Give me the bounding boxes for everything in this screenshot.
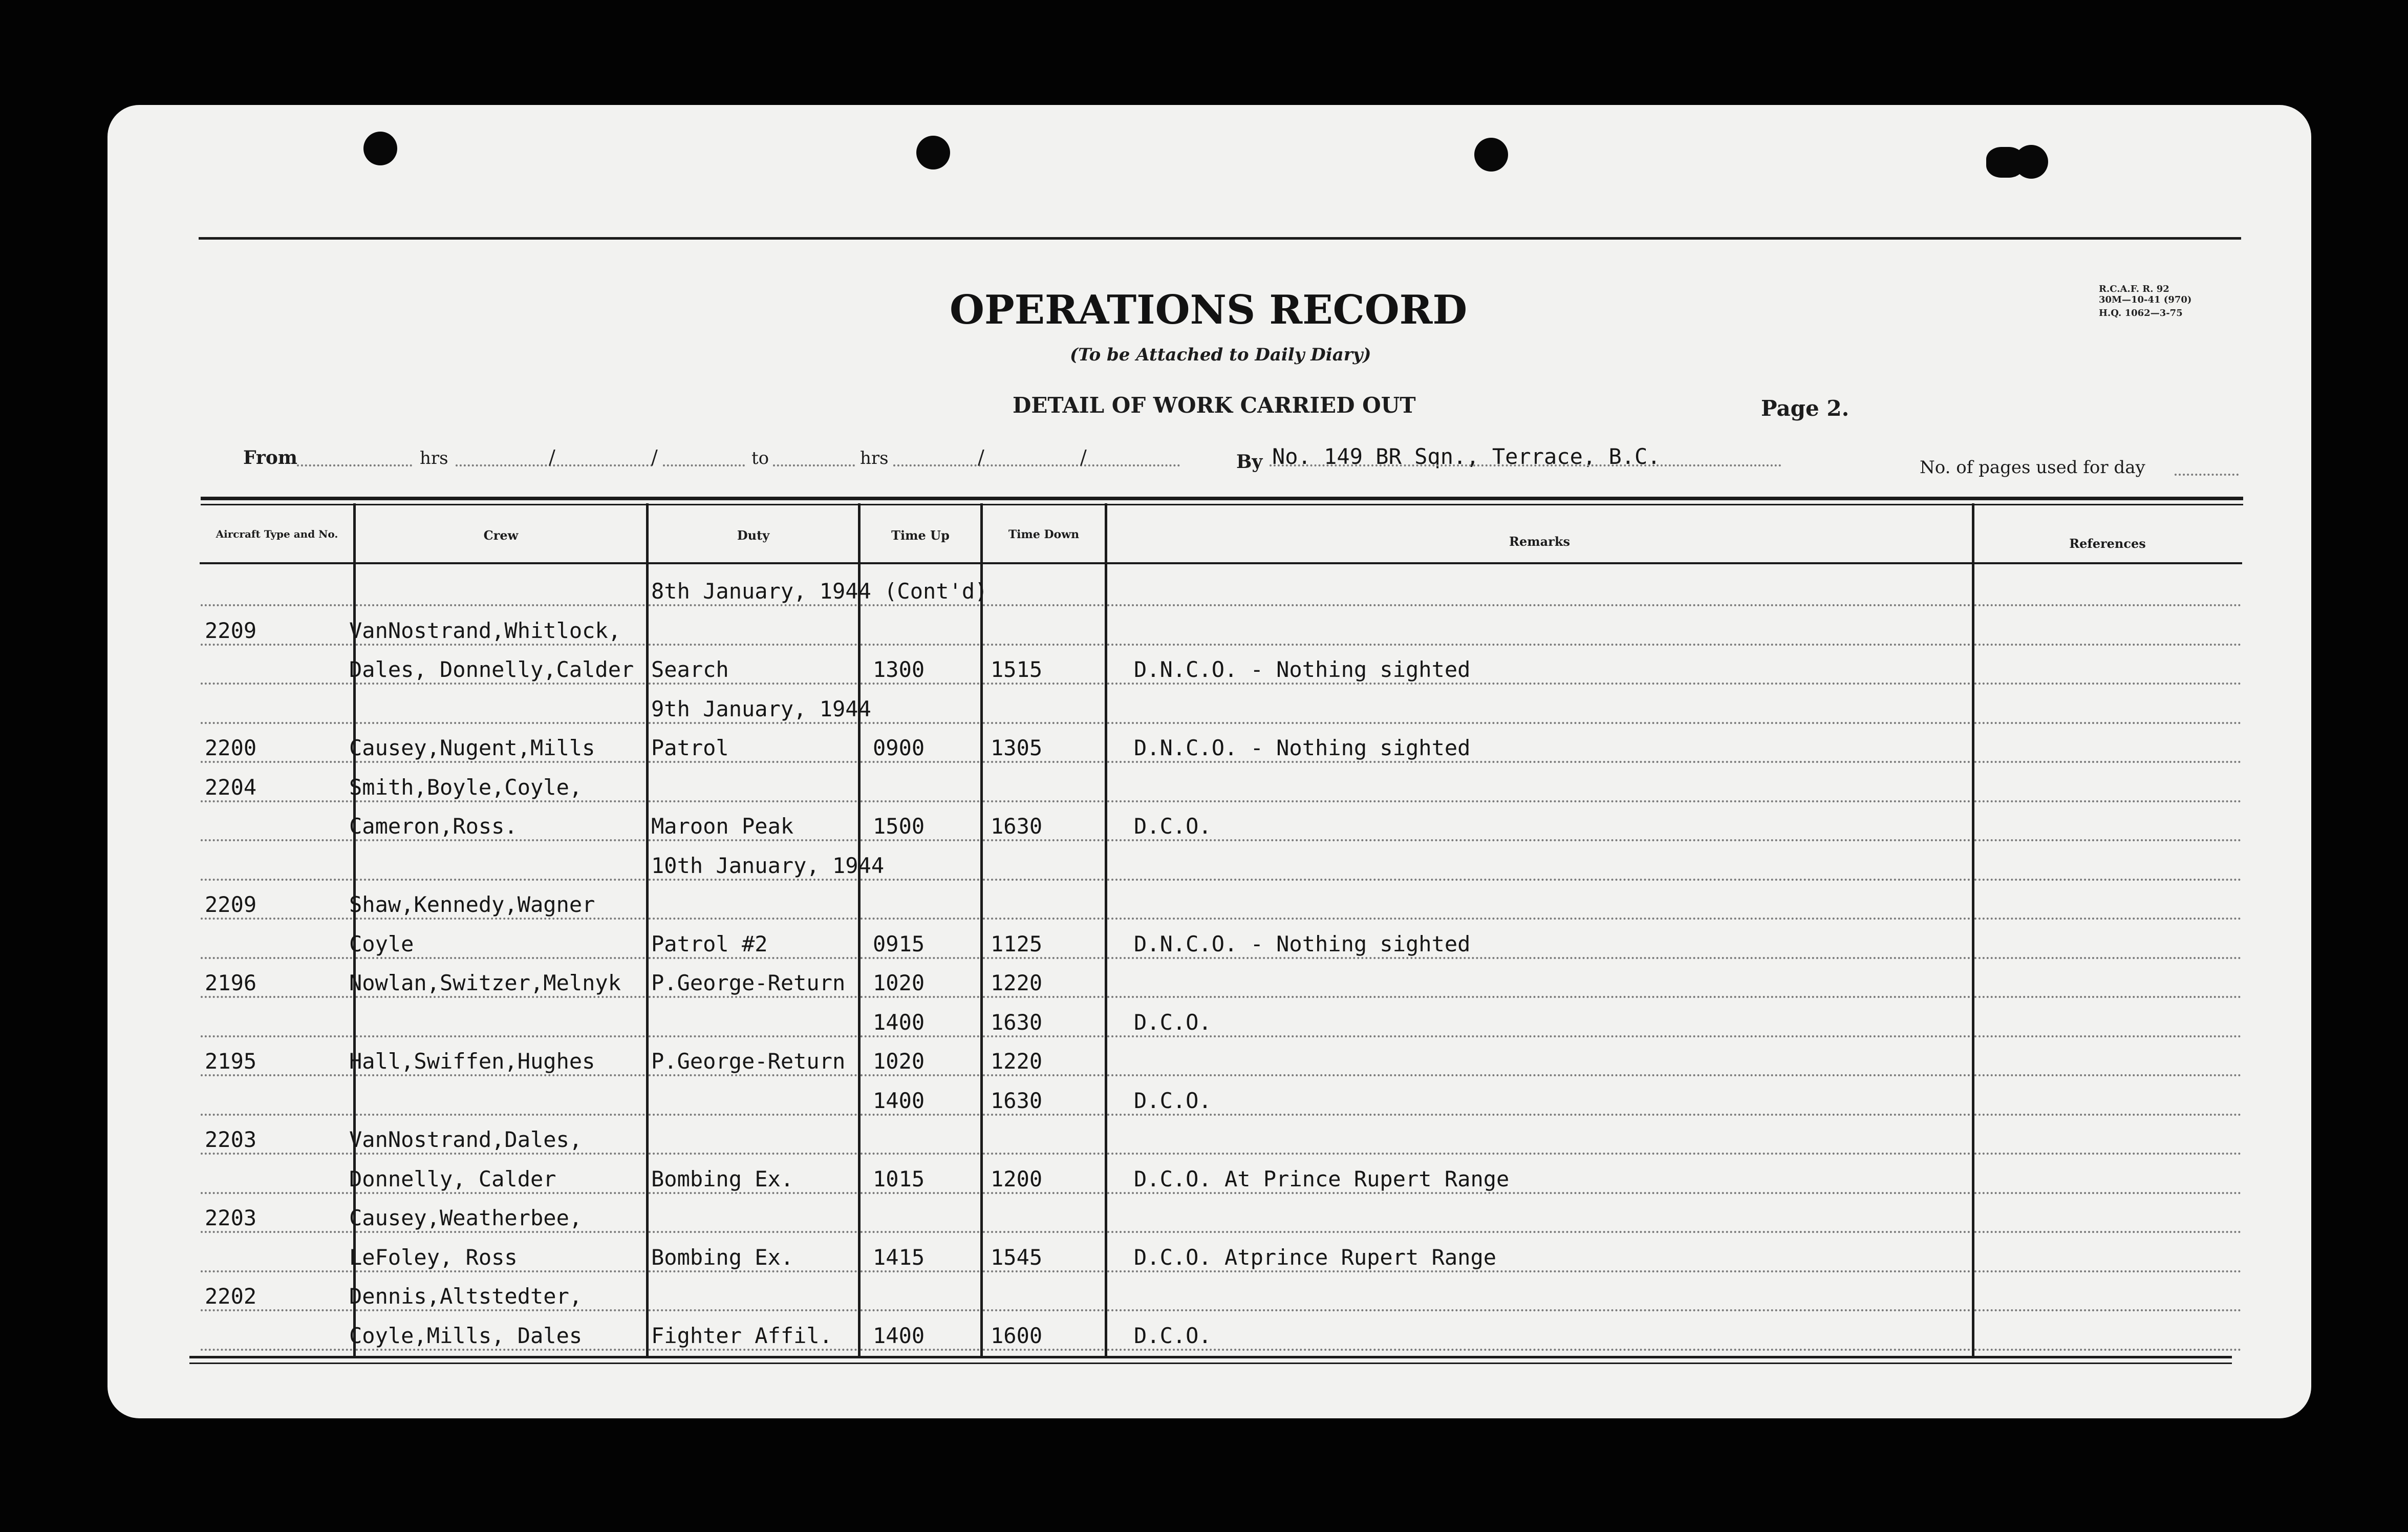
row-dotted-line: [983, 1231, 1104, 1233]
aircraft-number-cell: 2196: [205, 970, 257, 995]
row-dotted-line: [861, 996, 979, 998]
row-dotted-line: [649, 722, 857, 724]
duty-cell: P.George-Return: [651, 1049, 846, 1074]
aircraft-number-cell: 2203: [205, 1205, 257, 1230]
aircraft-number-cell: 2200: [205, 735, 257, 760]
from-blank: [297, 464, 412, 466]
row-dotted-line: [983, 1192, 1104, 1194]
time-up-cell: 1020: [873, 970, 925, 995]
column-header-time-up: Time Up: [891, 528, 950, 543]
duty-cell: Bombing Ex.: [651, 1245, 794, 1270]
row-dotted-line: [983, 1309, 1104, 1311]
remarks-cell: D.C.O.: [1134, 1010, 1212, 1035]
row-dotted-line: [861, 1309, 979, 1311]
row-dotted-line: [861, 722, 979, 724]
pages-used-blank: [2175, 474, 2239, 476]
row-dotted-line: [1107, 839, 1971, 841]
time-down-cell: 1220: [991, 1049, 1043, 1074]
duty-cell: Search: [651, 657, 729, 682]
date-slash: /: [549, 446, 555, 469]
row-dotted-line: [356, 1270, 645, 1272]
row-dotted-line: [983, 1074, 1104, 1076]
time-up-cell: 0915: [873, 931, 925, 956]
crew-cell: Coyle,Mills, Dales: [349, 1323, 583, 1348]
time-up-cell: 1015: [873, 1166, 925, 1191]
row-dotted-line: [201, 1153, 352, 1155]
crew-cell: Nowlan,Switzer,Melnyk: [349, 970, 621, 995]
to-label: to: [751, 448, 769, 469]
time-up-cell: 1400: [873, 1010, 925, 1035]
crew-cell: LeFoley, Ross: [349, 1245, 518, 1270]
row-dotted-line: [1107, 1192, 1971, 1194]
time-up-cell: 1400: [873, 1323, 925, 1348]
duty-cell: 9th January, 1944: [651, 696, 871, 721]
row-dotted-line: [1974, 1349, 2241, 1351]
row-dotted-line: [1107, 1270, 1971, 1272]
row-dotted-line: [861, 1114, 979, 1116]
aircraft-number-cell: 2209: [205, 892, 257, 917]
column-separator: [1972, 503, 1974, 1356]
crew-cell: Causey,Nugent,Mills: [349, 735, 595, 760]
row-dotted-line: [649, 1074, 857, 1076]
row-dotted-line: [201, 879, 352, 881]
row-dotted-line: [356, 683, 645, 685]
aircraft-number-cell: 2209: [205, 618, 257, 643]
row-dotted-line: [1107, 996, 1971, 998]
crew-cell: VanNostrand,Dales,: [349, 1127, 583, 1152]
duty-cell: Patrol: [651, 735, 729, 760]
row-dotted-line: [1974, 1114, 2241, 1116]
row-dotted-line: [201, 800, 352, 802]
row-dotted-line: [1974, 1035, 2241, 1037]
row-dotted-line: [1974, 839, 2241, 841]
duty-cell: Patrol #2: [651, 931, 768, 956]
row-dotted-line: [1974, 957, 2241, 959]
row-dotted-line: [861, 1074, 979, 1076]
row-dotted-line: [983, 1270, 1104, 1272]
time-down-cell: 1630: [991, 814, 1043, 839]
row-dotted-line: [861, 761, 979, 763]
row-dotted-line: [649, 918, 857, 920]
row-dotted-line: [861, 644, 979, 646]
row-dotted-line: [1107, 918, 1971, 920]
row-dotted-line: [201, 1114, 352, 1116]
row-dotted-line: [983, 722, 1104, 724]
duty-cell: P.George-Return: [651, 970, 846, 995]
row-dotted-line: [1974, 1153, 2241, 1155]
time-up-cell: 0900: [873, 735, 925, 760]
to-blank: [773, 464, 855, 466]
row-dotted-line: [983, 918, 1104, 920]
row-dotted-line: [649, 683, 857, 685]
row-dotted-line: [983, 1349, 1104, 1351]
row-dotted-line: [983, 1114, 1104, 1116]
row-dotted-line: [356, 1153, 645, 1155]
row-dotted-line: [356, 1114, 645, 1116]
crew-cell: Coyle: [349, 931, 414, 956]
duty-cell: Fighter Affil.: [651, 1323, 833, 1348]
row-dotted-line: [1974, 800, 2241, 802]
row-dotted-line: [201, 918, 352, 920]
row-dotted-line: [356, 1074, 645, 1076]
row-dotted-line: [861, 957, 979, 959]
duty-cell: 10th January, 1944: [651, 853, 885, 878]
time-down-cell: 1545: [991, 1245, 1043, 1270]
crew-cell: Dennis,Altstedter,: [349, 1284, 583, 1309]
row-dotted-line: [649, 1114, 857, 1116]
remarks-cell: D.N.C.O. - Nothing sighted: [1134, 931, 1471, 956]
row-dotted-line: [983, 879, 1104, 881]
row-dotted-line: [649, 1153, 857, 1155]
table-top-rule-thin: [201, 504, 2243, 505]
row-dotted-line: [1107, 879, 1971, 881]
row-dotted-line: [861, 1231, 979, 1233]
row-dotted-line: [1107, 683, 1971, 685]
row-dotted-line: [356, 918, 645, 920]
row-dotted-line: [983, 957, 1104, 959]
pages-used-label: No. of pages used for day: [1920, 457, 2145, 478]
row-dotted-line: [1974, 918, 2241, 920]
row-dotted-line: [356, 1231, 645, 1233]
row-dotted-line: [1974, 604, 2241, 606]
row-dotted-line: [983, 1153, 1104, 1155]
by-blank: [1270, 464, 1781, 466]
row-dotted-line: [649, 800, 857, 802]
row-dotted-line: [1107, 1035, 1971, 1037]
row-dotted-line: [983, 761, 1104, 763]
date-slash: /: [1080, 446, 1087, 469]
row-dotted-line: [201, 644, 352, 646]
operations-record-form: [107, 105, 2311, 1418]
duty-cell: 8th January, 1944 (Cont'd): [651, 579, 988, 604]
time-down-cell: 1220: [991, 970, 1043, 995]
time-down-cell: 1630: [991, 1010, 1043, 1035]
row-dotted-line: [861, 918, 979, 920]
row-dotted-line: [356, 722, 645, 724]
hrs-label: hrs: [860, 448, 889, 469]
row-dotted-line: [1974, 722, 2241, 724]
row-dotted-line: [356, 644, 645, 646]
remarks-cell: D.N.C.O. - Nothing sighted: [1134, 657, 1471, 682]
form-reference-line: R.C.A.F. R. 92: [2099, 284, 2169, 294]
row-dotted-line: [649, 957, 857, 959]
time-down-cell: 1600: [991, 1323, 1043, 1348]
row-dotted-line: [1974, 1074, 2241, 1076]
row-dotted-line: [983, 996, 1104, 998]
squadron-value: No. 149 BR Sqn., Terrace, B.C.: [1272, 444, 1661, 469]
page-label: Page 2.: [1761, 396, 1850, 421]
row-dotted-line: [649, 761, 857, 763]
column-separator: [1105, 503, 1107, 1356]
top-rule: [199, 237, 2241, 240]
punch-hole: [363, 132, 397, 165]
row-dotted-line: [1107, 1309, 1971, 1311]
crew-cell: Cameron,Ross.: [349, 814, 518, 839]
row-dotted-line: [201, 839, 352, 841]
row-dotted-line: [983, 644, 1104, 646]
row-dotted-line: [1974, 996, 2241, 998]
row-dotted-line: [1107, 1231, 1971, 1233]
row-dotted-line: [861, 604, 979, 606]
row-dotted-line: [201, 1192, 352, 1194]
from-year-blank: [663, 464, 745, 466]
remarks-cell: D.N.C.O. - Nothing sighted: [1134, 735, 1471, 760]
form-reference-line: 30M—10-41 (970): [2099, 294, 2192, 305]
row-dotted-line: [201, 683, 352, 685]
row-dotted-line: [201, 722, 352, 724]
row-dotted-line: [983, 1035, 1104, 1037]
row-dotted-line: [201, 1270, 352, 1272]
remarks-cell: D.C.O. Atprince Rupert Range: [1134, 1245, 1497, 1270]
aircraft-number-cell: 2203: [205, 1127, 257, 1152]
table-bottom-rule: [189, 1356, 2232, 1358]
row-dotted-line: [861, 800, 979, 802]
remarks-cell: D.C.O.: [1134, 814, 1212, 839]
duty-cell: Maroon Peak: [651, 814, 794, 839]
crew-cell: Causey,Weatherbee,: [349, 1205, 583, 1230]
row-dotted-line: [649, 1231, 857, 1233]
row-dotted-line: [1107, 1114, 1971, 1116]
time-up-cell: 1415: [873, 1245, 925, 1270]
time-down-cell: 1630: [991, 1088, 1043, 1113]
row-dotted-line: [356, 1035, 645, 1037]
time-down-cell: 1305: [991, 735, 1043, 760]
row-dotted-line: [983, 800, 1104, 802]
time-up-cell: 1300: [873, 657, 925, 682]
row-dotted-line: [983, 839, 1104, 841]
row-dotted-line: [201, 1231, 352, 1233]
time-down-cell: 1515: [991, 657, 1043, 682]
crew-cell: VanNostrand,Whitlock,: [349, 618, 621, 643]
column-separator: [646, 503, 649, 1356]
table-top-rule: [201, 497, 2243, 500]
row-dotted-line: [356, 604, 645, 606]
date-slash: /: [651, 446, 658, 469]
time-up-cell: 1400: [873, 1088, 925, 1113]
row-dotted-line: [861, 1192, 979, 1194]
time-up-cell: 1500: [873, 814, 925, 839]
form-subtitle: (To be Attached to Daily Diary): [1070, 345, 1371, 365]
column-header-crew: Crew: [483, 528, 519, 543]
column-header-duty: Duty: [737, 528, 770, 543]
time-down-cell: 1125: [991, 931, 1043, 956]
row-dotted-line: [356, 800, 645, 802]
row-dotted-line: [1974, 644, 2241, 646]
row-dotted-line: [649, 1192, 857, 1194]
to-date-blank: [893, 464, 1180, 466]
row-dotted-line: [649, 1270, 857, 1272]
header-bottom-rule: [200, 562, 2242, 564]
hrs-label: hrs: [420, 448, 448, 469]
row-dotted-line: [861, 1153, 979, 1155]
row-dotted-line: [983, 683, 1104, 685]
row-dotted-line: [201, 1035, 352, 1037]
row-dotted-line: [356, 1192, 645, 1194]
row-dotted-line: [649, 1309, 857, 1311]
by-label: By: [1236, 451, 1263, 473]
time-down-cell: 1200: [991, 1166, 1043, 1191]
row-dotted-line: [201, 761, 352, 763]
column-separator: [858, 503, 861, 1356]
row-dotted-line: [356, 1349, 645, 1351]
row-dotted-line: [861, 839, 979, 841]
punch-hole: [916, 136, 950, 169]
date-slash: /: [978, 446, 984, 469]
aircraft-number-cell: 2204: [205, 775, 257, 800]
row-dotted-line: [1107, 604, 1971, 606]
crew-cell: Donnelly, Calder: [349, 1166, 556, 1191]
form-reference-line: H.Q. 1062—3-75: [2099, 308, 2183, 319]
column-header-references: References: [2069, 536, 2146, 551]
row-dotted-line: [1107, 800, 1971, 802]
row-dotted-line: [1107, 957, 1971, 959]
row-dotted-line: [1974, 1192, 2241, 1194]
row-dotted-line: [356, 957, 645, 959]
row-dotted-line: [649, 1035, 857, 1037]
row-dotted-line: [1974, 879, 2241, 881]
row-dotted-line: [201, 1309, 352, 1311]
crew-cell: Smith,Boyle,Coyle,: [349, 775, 583, 800]
row-dotted-line: [1107, 1153, 1971, 1155]
row-dotted-line: [1107, 644, 1971, 646]
crew-cell: Shaw,Kennedy,Wagner: [349, 892, 595, 917]
row-dotted-line: [1107, 722, 1971, 724]
row-dotted-line: [1974, 683, 2241, 685]
row-dotted-line: [1107, 1349, 1971, 1351]
aircraft-number-cell: 2195: [205, 1049, 257, 1074]
row-dotted-line: [649, 1349, 857, 1351]
table-bottom-rule-thin: [189, 1363, 2232, 1364]
row-dotted-line: [861, 1270, 979, 1272]
row-dotted-line: [649, 604, 857, 606]
row-dotted-line: [356, 879, 645, 881]
time-up-cell: 1020: [873, 1049, 925, 1074]
row-dotted-line: [1107, 761, 1971, 763]
row-dotted-line: [649, 996, 857, 998]
crew-cell: Dales, Donnelly,Calder: [349, 657, 634, 682]
row-dotted-line: [356, 839, 645, 841]
row-dotted-line: [201, 604, 352, 606]
row-dotted-line: [649, 839, 857, 841]
row-dotted-line: [201, 1074, 352, 1076]
row-dotted-line: [1974, 1231, 2241, 1233]
aircraft-number-cell: 2202: [205, 1284, 257, 1309]
row-dotted-line: [1107, 1074, 1971, 1076]
column-separator: [980, 503, 983, 1356]
column-header-aircraft: Aircraft Type and No.: [216, 528, 338, 540]
punch-hole: [2014, 145, 2048, 179]
form-title: OPERATIONS RECORD: [950, 287, 1468, 333]
row-dotted-line: [356, 761, 645, 763]
row-dotted-line: [649, 644, 857, 646]
row-dotted-line: [201, 1349, 352, 1351]
form-reference: [2099, 284, 2191, 319]
row-dotted-line: [649, 879, 857, 881]
crew-cell: Hall,Swiffen,Hughes: [349, 1049, 595, 1074]
remarks-cell: D.C.O.: [1134, 1323, 1212, 1348]
punch-hole: [1474, 138, 1508, 172]
row-dotted-line: [861, 683, 979, 685]
remarks-cell: D.C.O. At Prince Rupert Range: [1134, 1166, 1510, 1191]
row-dotted-line: [201, 996, 352, 998]
from-label: From: [243, 447, 297, 469]
column-header-remarks: Remarks: [1509, 534, 1570, 549]
remarks-cell: D.C.O.: [1134, 1088, 1212, 1113]
row-dotted-line: [356, 1309, 645, 1311]
row-dotted-line: [983, 604, 1104, 606]
row-dotted-line: [1974, 761, 2241, 763]
row-dotted-line: [1974, 1309, 2241, 1311]
column-header-time-down: Time Down: [1008, 528, 1080, 541]
row-dotted-line: [861, 1349, 979, 1351]
section-title: DETAIL OF WORK CARRIED OUT: [1013, 393, 1416, 418]
row-dotted-line: [861, 1035, 979, 1037]
duty-cell: Bombing Ex.: [651, 1166, 794, 1191]
row-dotted-line: [861, 879, 979, 881]
row-dotted-line: [356, 996, 645, 998]
row-dotted-line: [201, 957, 352, 959]
row-dotted-line: [1974, 1270, 2241, 1272]
